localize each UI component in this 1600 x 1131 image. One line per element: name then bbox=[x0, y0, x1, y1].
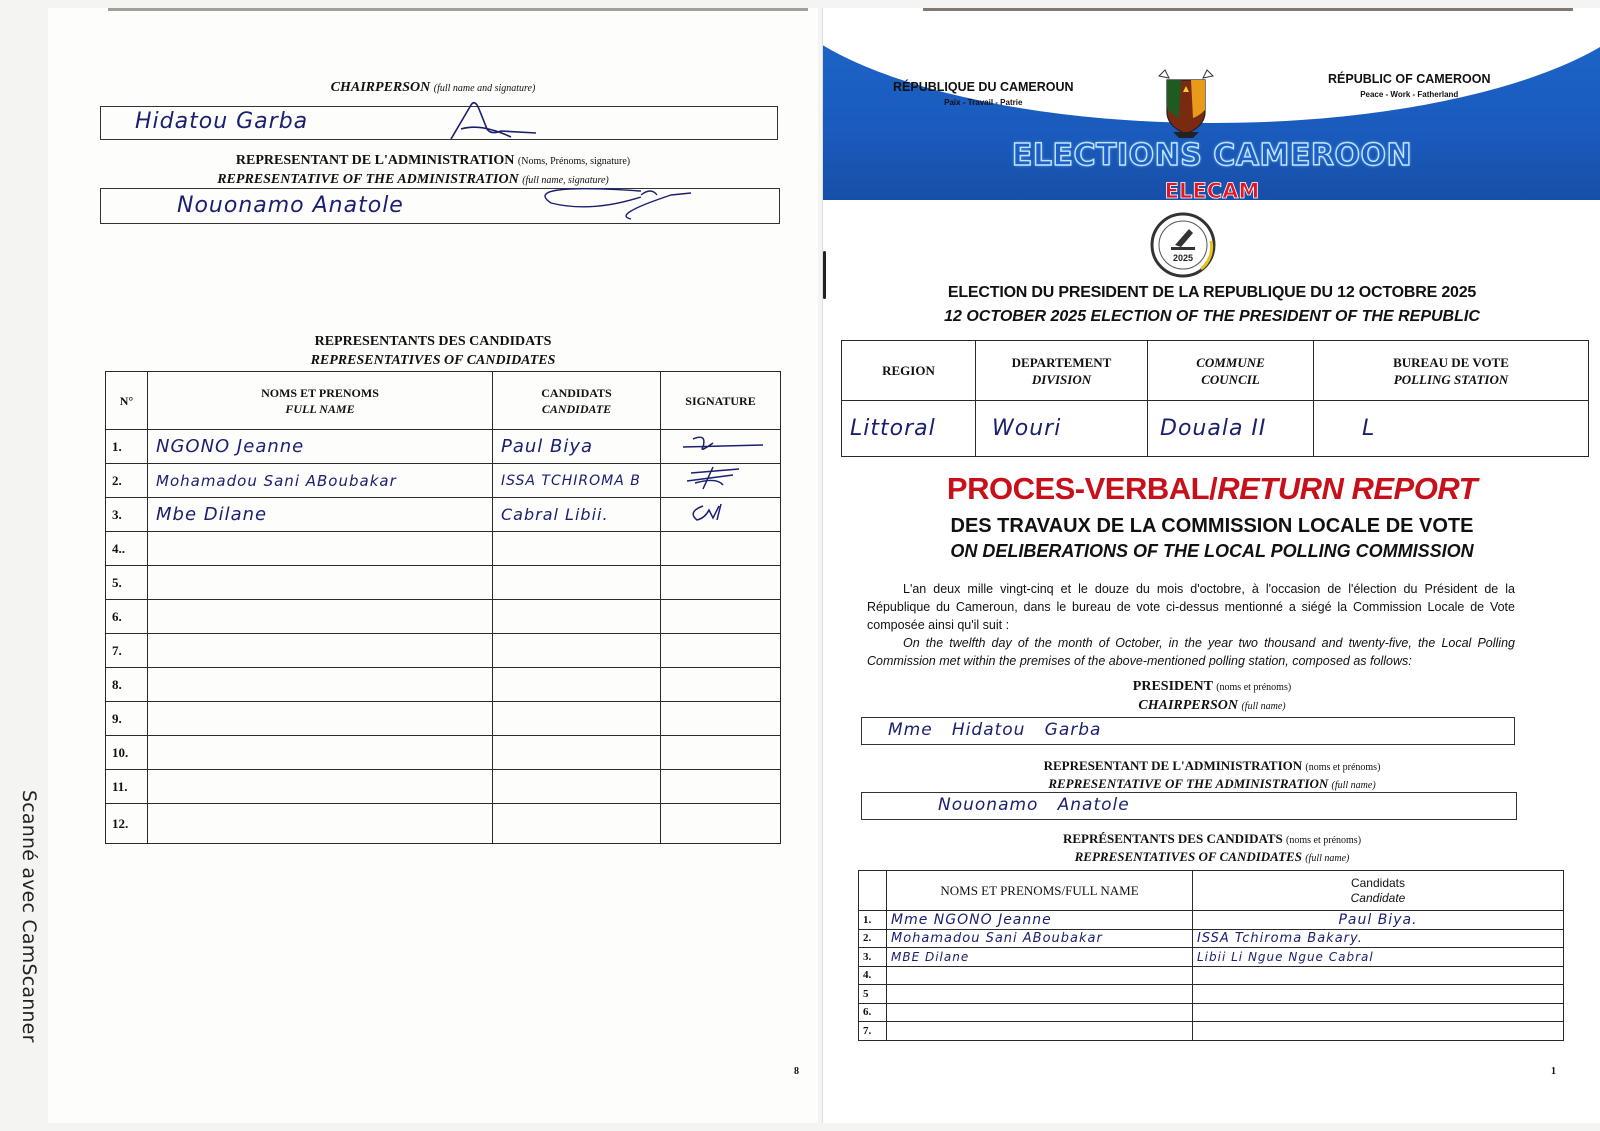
signature-cell[interactable] bbox=[661, 566, 781, 600]
region-value[interactable]: Littoral bbox=[842, 401, 976, 457]
signature-cell[interactable] bbox=[661, 668, 781, 702]
president-field[interactable] bbox=[861, 717, 1515, 745]
rep-name[interactable]: Mbe Dilane bbox=[148, 498, 493, 532]
election-title-en: 12 OCTOBER 2025 ELECTION OF THE PRESIDENT OF THE REPUBLIC bbox=[944, 308, 1480, 325]
election-seal-icon bbox=[1149, 211, 1217, 279]
candidate-name[interactable] bbox=[493, 770, 661, 804]
table-row: 3. Mbe Dilane Cabral Libii. bbox=[106, 498, 781, 532]
election-title-fr: ELECTION DU PRESIDENT DE LA REPUBLIQUE DU 12 OCTOBRE 2025 bbox=[947, 284, 1477, 301]
org-acronym: ELECAM bbox=[1164, 179, 1260, 200]
candidate-name[interactable]: Cabral Libii. bbox=[493, 498, 661, 532]
rep-name[interactable]: NGONO Jeanne bbox=[148, 430, 493, 464]
rep-name[interactable] bbox=[148, 770, 493, 804]
report-subtitle-en: ON DELIBERATIONS OF THE LOCAL POLLING COMMISSION bbox=[950, 541, 1474, 561]
col-num bbox=[859, 871, 887, 911]
signature-cell[interactable] bbox=[661, 702, 781, 736]
rep-name[interactable] bbox=[148, 702, 493, 736]
rep-name[interactable]: MBE Dilane bbox=[887, 948, 1193, 967]
table-header-row bbox=[859, 871, 1564, 911]
candidate-name[interactable] bbox=[1193, 1022, 1564, 1041]
admin-rep-label-en: REPRESENTATIVE OF THE ADMINISTRATION (full name) bbox=[1048, 776, 1376, 791]
table-row: 5. bbox=[106, 566, 781, 600]
rep-name[interactable] bbox=[148, 634, 493, 668]
candidates-reps-title-fr: REPRÉSENTANTS DES CANDIDATS (noms et prénoms) bbox=[1062, 831, 1362, 846]
rep-name[interactable] bbox=[148, 532, 493, 566]
col-council: COMMUNE COUNCIL bbox=[1148, 341, 1314, 401]
signature-icon bbox=[673, 433, 773, 455]
candidate-name[interactable]: Paul Biya. bbox=[1193, 911, 1564, 930]
signature-cell[interactable] bbox=[661, 464, 781, 498]
council-value[interactable]: Douala II bbox=[1148, 401, 1314, 457]
svg-text:2025: 2025 bbox=[1172, 253, 1194, 263]
republic-fr: RÉPUBLIQUE DU CAMEROUN Paix - Travail - Patrie bbox=[893, 80, 1074, 107]
rep-name[interactable] bbox=[887, 1003, 1193, 1022]
president-label-en: CHAIRPERSON (full name) bbox=[1138, 698, 1286, 713]
table-row: 11. bbox=[106, 770, 781, 804]
president-label-fr: PRESIDENT (noms et prénoms) bbox=[1132, 679, 1292, 694]
signature-cell[interactable] bbox=[661, 804, 781, 844]
table-row: 9. bbox=[106, 702, 781, 736]
table-row: 7. bbox=[859, 1022, 1564, 1041]
col-candidate: Candidats Candidate bbox=[1193, 871, 1564, 911]
signature-icon bbox=[441, 99, 541, 147]
table-row: 2. Mohamadou Sani ABoubakar ISSA TCHIROMA B bbox=[106, 464, 781, 498]
scanner-watermark: Scanné avec CamScanner bbox=[18, 790, 40, 1043]
table-row: 7. bbox=[106, 634, 781, 668]
org-name: ELECTIONS CAMEROON bbox=[1011, 138, 1413, 173]
candidate-name[interactable] bbox=[493, 600, 661, 634]
admin-rep-name: Nouonamo Anatole bbox=[938, 795, 1130, 815]
signature-cell[interactable] bbox=[661, 498, 781, 532]
rep-name[interactable]: Mohamadou Sani ABoubakar bbox=[148, 464, 493, 498]
rep-name[interactable] bbox=[887, 1022, 1193, 1041]
table-row: 4.. bbox=[106, 532, 781, 566]
page-edge bbox=[923, 8, 1573, 11]
signature-cell[interactable] bbox=[661, 430, 781, 464]
rep-name[interactable] bbox=[148, 736, 493, 770]
coat-of-arms-icon bbox=[1151, 66, 1221, 142]
rep-name[interactable] bbox=[887, 966, 1193, 985]
candidate-name[interactable] bbox=[493, 804, 661, 844]
rep-name[interactable] bbox=[148, 566, 493, 600]
col-num: N° bbox=[106, 372, 148, 430]
report-title: PROCES-VERBAL/RETURN REPORT bbox=[946, 471, 1478, 506]
intro-paragraph-fr: L'an deux mille vingt-cinq et le douze du mois d'octobre, à l'occasion de l'élection du Président de la République du Cameroun, dans le bureau de vote ci-dessus mentionné a siégé la Commission Locale de Vote composée ainsi qu'il suit : bbox=[867, 582, 1515, 632]
admin-rep-field[interactable] bbox=[861, 792, 1517, 820]
table-row: 1. Mme NGONO Jeanne Paul Biya. bbox=[859, 911, 1564, 930]
col-division: DEPARTEMENT DIVISION bbox=[976, 341, 1148, 401]
president-name: Mme Hidatou Garba bbox=[888, 720, 1102, 740]
table-row bbox=[842, 401, 1589, 457]
admin-rep-field[interactable] bbox=[100, 188, 780, 224]
admin-rep-label-fr: REPRESENTANT DE L'ADMINISTRATION (noms et prénoms) bbox=[1043, 758, 1381, 773]
candidates-reps-title-fr: REPRESENTANTS DES CANDIDATS bbox=[314, 334, 552, 349]
table-row: 10. bbox=[106, 736, 781, 770]
polling-station-value[interactable]: L bbox=[1314, 401, 1589, 457]
table-header-row bbox=[842, 341, 1589, 401]
table-row: 12. bbox=[106, 804, 781, 844]
table-row: 4. bbox=[859, 966, 1564, 985]
page-edge bbox=[108, 8, 808, 11]
candidates-reps-table bbox=[858, 870, 1564, 1041]
header-band bbox=[823, 28, 1600, 200]
right-page bbox=[822, 8, 1600, 1123]
candidate-name[interactable] bbox=[1193, 1003, 1564, 1022]
table-row: 3. MBE Dilane Libii Li Ngue Ngue Cabral bbox=[859, 948, 1564, 967]
page-number: 1 bbox=[1551, 1066, 1556, 1077]
candidate-name[interactable] bbox=[493, 668, 661, 702]
signature-cell[interactable] bbox=[661, 770, 781, 804]
intro-paragraph-en: On the twelfth day of the month of October, in the year two thousand and twenty-five, the Local Polling Commission met within the premises of the above-mentioned polling station, composed as follows: bbox=[867, 636, 1515, 668]
rep-name[interactable] bbox=[148, 600, 493, 634]
table-row: 8. bbox=[106, 668, 781, 702]
admin-rep-name: Nouonamo Anatole bbox=[177, 193, 404, 218]
table-header-row bbox=[106, 372, 781, 430]
col-region: REGION bbox=[842, 341, 976, 401]
rep-name[interactable] bbox=[887, 985, 1193, 1004]
col-name: NOMS ET PRENOMS/FULL NAME bbox=[887, 871, 1193, 911]
signature-cell[interactable] bbox=[661, 736, 781, 770]
candidate-name[interactable] bbox=[493, 702, 661, 736]
rep-name[interactable]: Mohamadou Sani ABoubakar bbox=[887, 929, 1193, 948]
signature-icon bbox=[673, 500, 773, 524]
col-polling-station: BUREAU DE VOTE POLLING STATION bbox=[1314, 341, 1589, 401]
location-table bbox=[841, 340, 1589, 457]
candidates-reps-title-en: REPRESENTATIVES OF CANDIDATES bbox=[310, 353, 556, 368]
signature-icon bbox=[673, 465, 773, 491]
admin-rep-label-en: REPRESENTATIVE OF THE ADMINISTRATION (full name, signature) bbox=[217, 172, 609, 187]
page-number: 8 bbox=[794, 1066, 799, 1077]
col-name: NOMS ET PRENOMS FULL NAME bbox=[148, 372, 493, 430]
candidate-name[interactable]: ISSA Tchiroma Bakary. bbox=[1193, 929, 1564, 948]
candidate-name[interactable] bbox=[1193, 985, 1564, 1004]
signature-cell[interactable] bbox=[661, 532, 781, 566]
rep-name[interactable] bbox=[148, 804, 493, 844]
candidate-name[interactable] bbox=[493, 566, 661, 600]
candidates-reps-table bbox=[105, 371, 781, 844]
col-candidate: CANDIDATS CANDIDATE bbox=[493, 372, 661, 430]
candidate-name[interactable] bbox=[493, 532, 661, 566]
rep-name[interactable] bbox=[148, 668, 493, 702]
candidates-reps-title-en: REPRESENTATIVES OF CANDIDATES (full name) bbox=[1074, 849, 1350, 864]
signature-icon bbox=[491, 179, 691, 229]
division-value[interactable]: Wouri bbox=[976, 401, 1148, 457]
left-page bbox=[48, 8, 818, 1123]
chairperson-label: CHAIRPERSON (full name and signature) bbox=[330, 80, 536, 95]
table-row: 6. bbox=[106, 600, 781, 634]
table-row: 2. Mohamadou Sani ABoubakar ISSA Tchiroma Bakary. bbox=[859, 929, 1564, 948]
candidate-name[interactable]: ISSA TCHIROMA B bbox=[493, 464, 661, 498]
chairperson-name: Hidatou Garba bbox=[135, 109, 309, 134]
report-subtitle-fr: DES TRAVAUX DE LA COMMISSION LOCALE DE VOTE bbox=[950, 515, 1474, 537]
table-row: 1. NGONO Jeanne Paul Biya bbox=[106, 430, 781, 464]
admin-rep-label-fr: REPRESENTANT DE L'ADMINISTRATION (Noms, Prénoms, signature) bbox=[235, 153, 631, 168]
rep-name[interactable]: Mme NGONO Jeanne bbox=[887, 911, 1193, 930]
col-signature: SIGNATURE bbox=[661, 372, 781, 430]
republic-en: RÉPUBLIC OF CAMEROON Peace - Work - Fatherland bbox=[1328, 72, 1491, 99]
candidate-name[interactable]: Paul Biya bbox=[493, 430, 661, 464]
chairperson-field[interactable] bbox=[100, 106, 778, 140]
signature-cell[interactable] bbox=[661, 634, 781, 668]
table-row: 6. bbox=[859, 1003, 1564, 1022]
candidate-name[interactable]: Libii Li Ngue Ngue Cabral bbox=[1193, 948, 1564, 967]
candidate-name[interactable] bbox=[1193, 966, 1564, 985]
candidate-name[interactable] bbox=[493, 634, 661, 668]
candidate-name[interactable] bbox=[493, 736, 661, 770]
table-row: 5 bbox=[859, 985, 1564, 1004]
signature-cell[interactable] bbox=[661, 600, 781, 634]
